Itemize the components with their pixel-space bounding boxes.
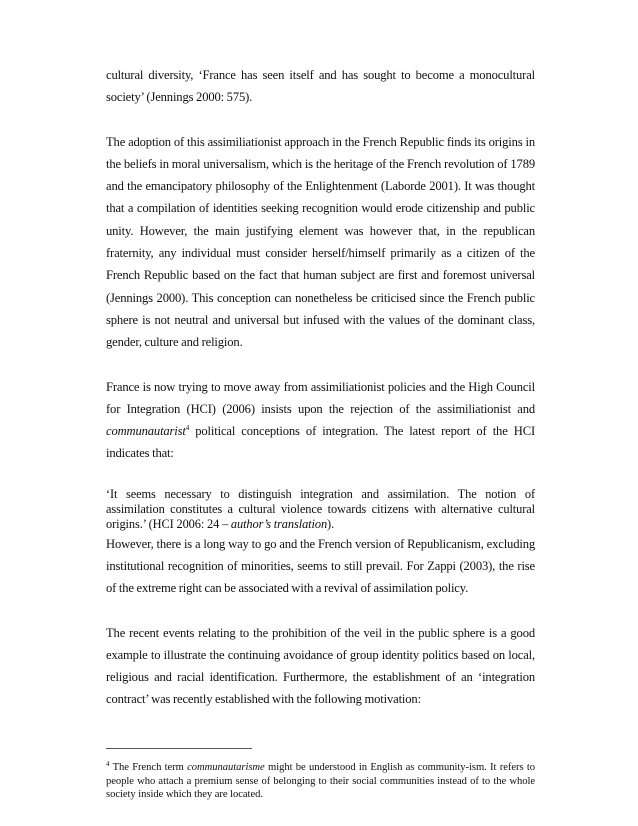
footnote	[106, 761, 535, 802]
body-text-upper	[106, 64, 535, 711]
footnote-tail: might be understood in English as community-ism. It refers to people who attach a premium sense of belonging to their social communities instead of to the whole society inside which they are located.	[106, 762, 535, 801]
paragraph-3	[106, 376, 535, 465]
footnote-number: 4	[106, 760, 110, 768]
paragraph-4: However, there is a long way to go and the French version of Republicanism, excluding institutional recognition of minorities, seems to still prevail. For Zappi (2003), the rise of the extreme right can be associated with a revival of assimilation policy.	[106, 536, 535, 596]
paragraph-1: cultural diversity, ‘France has seen itself and has sought to become a monocultural society’ (Jennings 2000: 575).	[106, 68, 535, 105]
paragraph-2: The adoption of this assimiliationist approach in the French Republic finds its origins in the beliefs in moral universalism, which is the heritage of the French revolution of 1789 and the emancipatory philosophy of the Enlightenment (Laborde 2001). It was thought that a compilation of identities seeking recognition would erode citizenship and public unity. However, the main justifying element was however that, in the republican fraternity, any individual must consider herself/himself primarily as a citizen of the French Republic based on the fact that human subject are first and foremost universal (Jennings 2000). This conception can nonetheless be criticised since the French public sphere is not neutral and universal but infused with the values of the dominant class, gender, culture and religion.	[106, 134, 535, 350]
quote-translation-note: author’s translation	[230, 517, 328, 532]
footnote-ref: 4	[185, 424, 190, 433]
paragraph-5: The recent events relating to the prohibition of the veil in the public sphere is a good example to illustrate the continuing avoidance of group identity politics based on local, religious and racial identification. Furthermore, the establishment of an ‘integration contract’ was recently established with the following motivation:	[106, 625, 535, 707]
term-communautarisme: communautarisme	[187, 762, 265, 773]
paragraph-3-tail: political conceptions of integration. The latest report of the HCI indicates that:	[106, 424, 535, 461]
paragraph-3-lead: France is now trying to move away from assimiliationist policies and the High Council for Integration (HCI) (2006) insists upon the rejection of the assimiliationist and	[106, 379, 535, 416]
quote-text: ‘It seems necessary to distinguish integration and assimilation. The notion of assimilation constitutes a cultural violence towards citizens with alternative cultural origins.’ (HCI 2006: 24 –	[106, 486, 535, 532]
term-communautarist: communautarist	[106, 424, 186, 439]
footnote-lead: The French term	[109, 762, 188, 773]
footnote-separator	[106, 748, 252, 749]
block-quote	[106, 487, 535, 533]
quote-close: ).	[327, 517, 335, 532]
